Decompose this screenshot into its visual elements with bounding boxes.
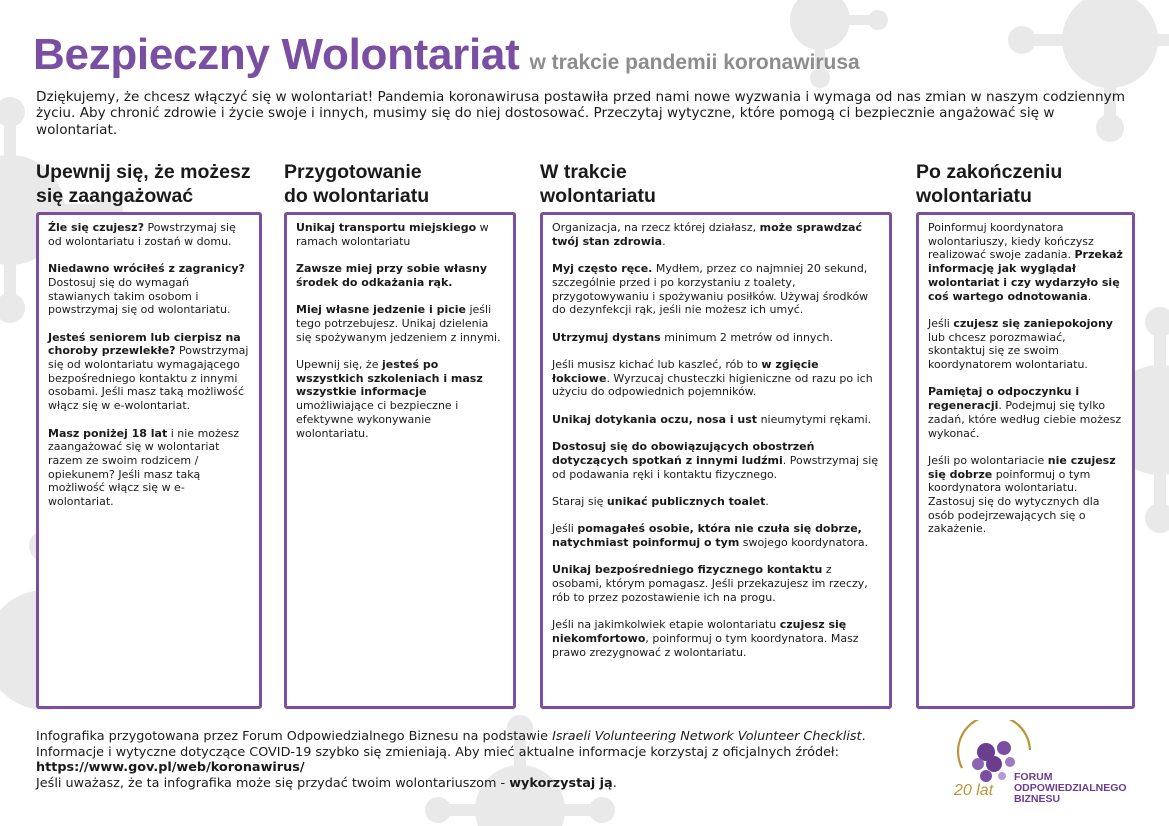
card-paragraph: Niedawno wróciłeś z zagranicy? Dostosuj się do wymagań stawianych takim osobom i powstrzymaj się od wolontariatu. [48,262,245,317]
footer-info: Informacje i wytyczne dotyczące COVID-19 szybko się zmieniają. Aby mieć aktualne informacje korzystaj z oficjalnych źródeł: [36,744,839,760]
card-preparation [284,212,516,709]
card-paragraph: Unikaj transportu miejskiego w ramach wolontariatu [296,221,489,248]
column-heading-line: wolontariatu [540,185,656,207]
card-paragraph: Unikaj bezpośredniego fizycznego kontaktu z osobami, którym pomagasz. Jeśli przekazujesz im rzeczy, rób to przez pozostawienie ich na progu. [552,563,868,604]
card-after [916,212,1135,709]
card-paragraph: Masz poniżej 18 lat i nie możesz zaangażować się w wolontariat razem ze swoim rodzicem / opiekunem? Jeśli masz taką możliwość włącz się w e-wolontariat. [48,426,240,509]
card-paragraph: Jeśli musisz kichać lub kaszleć, rób to w zgięcie łokciowe. Wyrzucaj chusteczki higieniczne od razu po ich użyciu do odpowiednich pojemników. [552,357,873,399]
card-paragraph: Upewnij się, że jesteś po wszystkich szkoleniach i masz wszystkie informacje umożliwiające ci bezpieczne i efektywne wykonywanie wolontariatu. [296,357,483,440]
column-heading-line: Po zakończeniu [916,161,1063,183]
card-paragraph: Jeśli czujesz się zaniepokojony lub chcesz porozmawiać, skontaktuj się ze swoim koordynatorem wolontariatu. [928,316,1113,372]
column-heading-line: się zaangażować [36,185,194,207]
column-heading-after [916,160,1062,208]
logo-wordmark [1014,772,1127,805]
page-title: Bezpieczny Wolontariat [33,30,520,79]
card-paragraph: Jeśli na jakimkolwiek etapie wolontariatu czujesz się niekomfortowo, poinformuj o tym koordynatora. Masz prawo zrezygnować z wolontariatu. [552,618,859,659]
column-heading-line: do wolontariatu [284,185,430,207]
card-paragraph: Jeśli pomagałeś osobie, która nie czuła się dobrze, natychmiast poinformuj o tym swojego koordynatora. [552,522,869,550]
page-subtitle: w trakcie pandemii koronawirusa [529,51,860,74]
logo-line: BIZNESU [1014,793,1061,805]
card-paragraph: Myj często ręce. Mydłem, przez co najmniej 20 sekund, szczególnie przed i po korzystaniu z toalety, przygotowywaniu i spożywaniu posiłków. Używaj środków do dezynfekcji rąk, jeśli nie możesz ich umyć. [552,262,869,317]
footer-url-link[interactable]: https://www.gov.pl/web/koronawirus/ [36,760,305,776]
card-paragraph: Pamiętaj o odpoczynku i regeneracji. Podejmuj się tylko zadań, które według ciebie możesz wykonać. [928,385,1122,440]
card-paragraph: Unikaj dotykania oczu, nosa i ust nieumytymi rękami. [552,412,872,426]
card-paragraph: Zawsze miej przy sobie własny środek do odkażania rąk. [296,262,488,289]
footer-credit: Infografika przygotowana przez Forum Odpowiedzialnego Biznesu na podstawie Israeli Volunteering Network Volunteer Checklist. [36,729,866,744]
card-during [540,212,892,709]
logo-anniversary: 20 lat [954,782,994,799]
column-heading-before [36,160,251,208]
column-heading-line: Przygotowanie [284,161,422,183]
column-heading-preparation [284,160,429,208]
logo-line: FORUM [1014,771,1053,783]
column-heading-during [540,160,656,208]
intro-paragraph: Dziękujemy, że chcesz włączyć się w wolontariat! Pandemia koronawirusa postawiła przed nami nowe wyzwania i wymaga od nas zmian w naszym codziennym życiu. Aby chronić zdrowie i życie swoje i innych, musimy się do niej dostosować. Przeczytaj wytyczne, które pomogą ci bezpiecznie angażować się w wolontariat. [36,89,1125,138]
logo-line: ODPOWIEDZIALNEGO [1014,782,1127,794]
column-heading-line: W trakcie [540,161,627,183]
card-paragraph: Jeśli po wolontariacie nie czujesz się dobrze poinformuj o tym koordynatora wolontariatu. Zastosuj się do wytycznych dla osób podejrzewających się o zakażenie. [928,453,1116,536]
page-header [33,30,860,80]
card-paragraph: Dostosuj się do obowiązujących obostrzeń dotyczących spotkań z innymi ludźmi. Powstrzymaj się od podawania ręki i kontaktu fizycznego. [552,440,879,481]
column-heading-line: wolontariatu [916,185,1032,207]
card-paragraph: Utrzymuj dystans minimum 2 metrów od innych. [552,330,833,344]
footer [36,729,916,791]
column-heading-line: Upewnij się, że możesz [36,161,251,183]
card-paragraph: Staraj się unikać publicznych toalet. [552,494,769,508]
card-paragraph: Źle się czujesz? Powstrzymaj się od wolontariatu i zostań w domu. [48,221,236,248]
card-paragraph: Organizacja, na rzecz której działasz, może sprawdzać twój stan zdrowia. [552,221,862,248]
card-paragraph: Jesteś seniorem lub cierpisz na choroby przewlekłe? Powstrzymaj się od wolontariatu wymagającego bezpośredniego kontaktu z innymi osobami. Jeśli masz taką możliwość włącz się w e-wolontariat. [48,330,249,413]
card-before [36,212,262,709]
footer-share-note: Jeśli uważasz, że ta infografika może się przydać twoim wolontariuszom - wykorzystaj ją. [36,775,617,791]
forum-logo [948,720,1138,810]
card-paragraph: Miej własne jedzenie i picie jeśli tego potrzebujesz. Unikaj dzielenia się spożywanym jedzeniem z innymi. [296,303,501,344]
card-paragraph: Poinformuj koordynatora wolontariuszy, kiedy kończysz realizować swoje zadania. Przekaż informację jak wyglądał wolontariat i czy wydarzyło się coś wartego odnotowania. [928,221,1123,303]
